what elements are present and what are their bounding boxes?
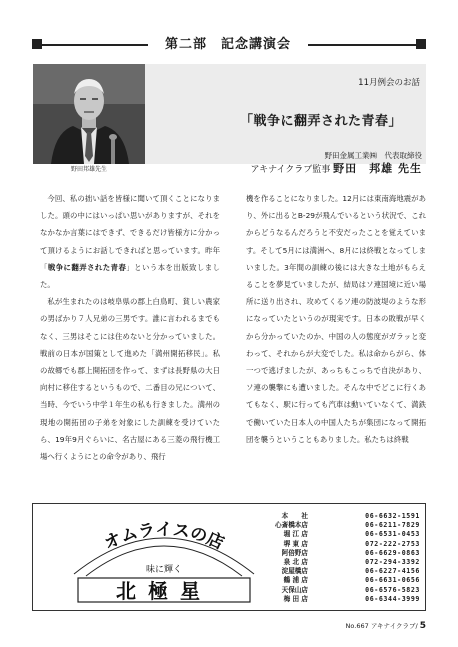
branch-phone: 06-6576-5823 <box>365 585 420 594</box>
header-square-right <box>416 39 426 49</box>
speaker-name: 野田 邦雄 先生 <box>333 162 422 175</box>
branch-phone: 06-6629-0863 <box>365 548 420 557</box>
logo-sub-text: 味に輝く <box>145 565 183 575</box>
article-column-right <box>246 190 426 448</box>
branch-phone: 06-6227-4156 <box>365 567 420 576</box>
meeting-label: 11月例会のお話 <box>358 78 420 88</box>
branch-name: 心斎橋本店 <box>275 521 308 530</box>
photo-caption: 野田邦雄先生 <box>70 166 107 173</box>
paragraph: 私が生まれたのは岐阜県の郡上白鳥町、貧しい農家の男ばかり７人兄弟の三男です。誰に言われるまでもなく、三男はそこには住めないと分かっていました。戦前の日本が国策として進めた「満州開拓移民」。私の故郷でも郡上開拓団を作って、まずは長野県の大日向村に移住するというもので、二番目の兄について、当時、今でいう中学１年生の私も行きました。満州の現地の開拓団の子弟を対象にした訓練を受けていたら、19年9月ぐらいに、名古屋にある三菱の飛行機工場へ行くようにとの命令があり、飛行 <box>40 297 220 462</box>
branch-phone: 06-6531-0453 <box>365 530 420 539</box>
book-title: 戦争に翻弄された青春 <box>47 262 127 272</box>
lecture-title: 「戦争に翻弄された青春」 <box>240 114 403 129</box>
speaker-role: アキナイクラブ監事 <box>250 165 331 175</box>
branch-row <box>270 586 420 595</box>
speaker-line <box>230 163 422 176</box>
branch-name: 鶴 浦 店 <box>283 576 308 585</box>
paragraph <box>40 190 220 293</box>
branch-phone: 06-6344-3999 <box>365 594 420 603</box>
branch-row <box>270 595 420 604</box>
text-run: 」という本を出版致しました。 <box>40 262 220 290</box>
magazine-name: アキナイクラブ <box>370 622 416 630</box>
branch-phone: 072-294-3392 <box>365 558 420 567</box>
branch-row <box>270 558 420 567</box>
restaurant-logo <box>64 514 264 604</box>
logo-main-text: 北極星 <box>116 579 212 603</box>
branch-phone: 06-6211-7829 <box>365 521 420 530</box>
branch-phone-list <box>270 512 420 604</box>
page-number: 5 <box>419 621 426 631</box>
branch-name: 堀 江 店 <box>283 530 308 539</box>
speaker-portrait-icon <box>33 64 145 164</box>
branch-name: 阿倍野店 <box>281 548 308 557</box>
text-run: 今回、私の拙い話を皆様に聞いて頂くことになりました。頭の中にはいっぱい思いがありますが、それをなかなか言葉にはできず、できるだけ皆様方に分かって頂けるようにお話しできればと思っています。昨年「 <box>40 194 220 272</box>
branch-name: 本 社 <box>281 512 308 520</box>
logo-top-text: オムライスの店 <box>101 519 227 554</box>
branch-phone: 06-6632-1591 <box>365 512 420 520</box>
branch-name: 堺 東 店 <box>283 539 308 548</box>
branch-phone: 072-222-2753 <box>365 539 420 548</box>
branch-row <box>270 540 420 549</box>
issue-number: No.667 <box>345 622 369 630</box>
paragraph: 機を作ることになりました。12月には東南海地震があり、外に出るとB-29が飛んでいるという状況で、これからどうなるんだろうと不安だったことを覚えています。そして5月には満洲へ、8月には終戦となってしまいました。3年間の訓練の後には大きな土地がもらえることを夢見ていましたが、結局はソ連国境に近い場所に送り出され、攻めてくるソ連の防波堤のような形になっていたというのが現実です。日本の敗戦が早くから分かっていたのか、中国の人の態度がガラッと変わって、それからが大変でした。私は命からがら、体一つで逃げましたが、あっちもこっちで自決があり、ソ連の襲撃にも遭いました。そんな中でどこに行くあてもなく、駅に行っても汽車は動いていなくて、満鉄で働いていた日本人の中国人たちが集団になって開拓団を襲うということもありました。私たちは終戦 <box>246 194 426 444</box>
branch-row <box>270 549 420 558</box>
branch-name: 天保山店 <box>281 585 308 594</box>
section-title: 第二部 記念講演会 <box>148 34 308 56</box>
page-footer: No.667 アキナイクラブ/ 5 <box>345 621 426 631</box>
speaker-photo <box>33 64 145 164</box>
branch-name: 泉 北 店 <box>283 558 308 567</box>
article-column-left <box>40 190 220 465</box>
branch-name: 淀屋橋店 <box>281 567 308 576</box>
speaker-company: 野田金属工業㈱ 代表取締役 <box>324 151 422 160</box>
branch-row <box>270 512 420 521</box>
branch-row <box>270 576 420 585</box>
branch-phone: 06-6631-0656 <box>365 576 420 585</box>
branch-name: 梅 田 店 <box>283 594 308 603</box>
branch-row <box>270 530 420 539</box>
header-square-left <box>32 39 42 49</box>
